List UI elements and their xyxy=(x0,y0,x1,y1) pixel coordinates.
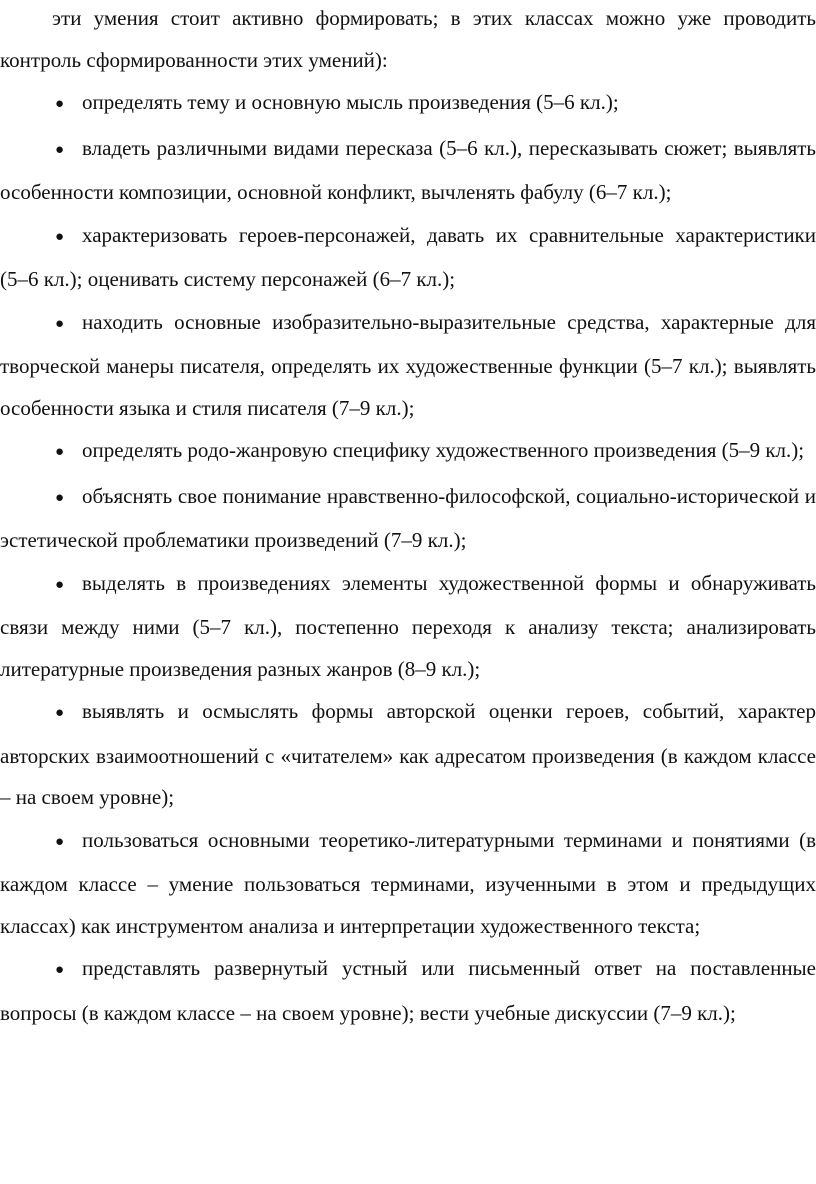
list-item-text: характеризовать героев-персонажей, давать их сравнительные характеристики (5–6 кл.); оценивать систему персонажей (6–7 кл.); xyxy=(0,222,816,291)
list-item-text: выявлять и осмыслять формы авторской оценки героев, событий, характер авторских взаимоотношений с «читателем» как адресатом произведения (в каждом классе – на своем уровне); xyxy=(0,699,816,809)
list-item xyxy=(0,691,816,819)
list-item-text: пользоваться основными теоретико-литературными терминами и понятиями (в каждом классе – умение пользоваться терминами, изученными в этом и предыдущих классах) как инструментом анализа и интерпретации художественного текста; xyxy=(0,827,816,938)
intro-paragraph: эти умения стоит активно формировать; в этих классах можно уже проводить контроль сформированности этих умений): xyxy=(0,6,816,72)
bullet-icon: ● xyxy=(55,96,65,112)
list-item-text: определять тему и основную мысль произведения (5–6 кл.); xyxy=(82,90,619,114)
list-item xyxy=(0,476,816,562)
bullet-icon: ● xyxy=(55,228,65,245)
list-item-text: представлять развернутый устный или письменный ответ на поставленные вопросы (в каждом классе – на своем уровне); вести учебные дискуссии (7–9 кл.); xyxy=(0,956,816,1025)
list-item xyxy=(0,302,816,430)
bullet-icon: ● xyxy=(55,962,65,978)
list-item-text: находить основные изобразительно-выразительные средства, характерные для творческой манеры писателя, определять их художественные функции (5–7 кл.); выявлять особенности языка и стиля писателя (7–9 кл.); xyxy=(0,309,816,420)
list-item xyxy=(0,215,816,301)
list-item-text: объяснять свое понимание нравственно-философской, социально-исторической и эстетической проблематики произведений (7–9 кл.); xyxy=(0,483,816,552)
list-item xyxy=(0,430,816,475)
bullet-icon: ● xyxy=(55,141,65,158)
bullet-icon: ● xyxy=(55,315,65,332)
list-item xyxy=(0,820,816,948)
list-item xyxy=(0,948,816,1034)
list-item-text: выделять в произведениях элементы художественной формы и обнаруживать связи между ними (5–7 кл.), постепенно переходя к анализу текста; анализировать литературные произведения разных жанров (8–9 кл.); xyxy=(0,570,816,681)
list-item xyxy=(0,563,816,691)
list-item xyxy=(0,82,816,127)
bullet-icon: ● xyxy=(55,833,65,850)
bullet-icon: ● xyxy=(55,489,65,506)
list-item-text: определять родо-жанровую специфику художественного произведения (5–9 кл.); xyxy=(82,438,805,462)
bullet-icon: ● xyxy=(55,705,65,721)
list-item-text: владеть различными видами пересказа (5–6 кл.), пересказывать сюжет; выявлять особенности композиции, основной конфликт, вычленять фабулу (6–7 кл.); xyxy=(0,135,816,204)
bullet-icon: ● xyxy=(55,444,65,460)
bullet-icon: ● xyxy=(55,576,65,593)
list-item xyxy=(0,128,816,214)
